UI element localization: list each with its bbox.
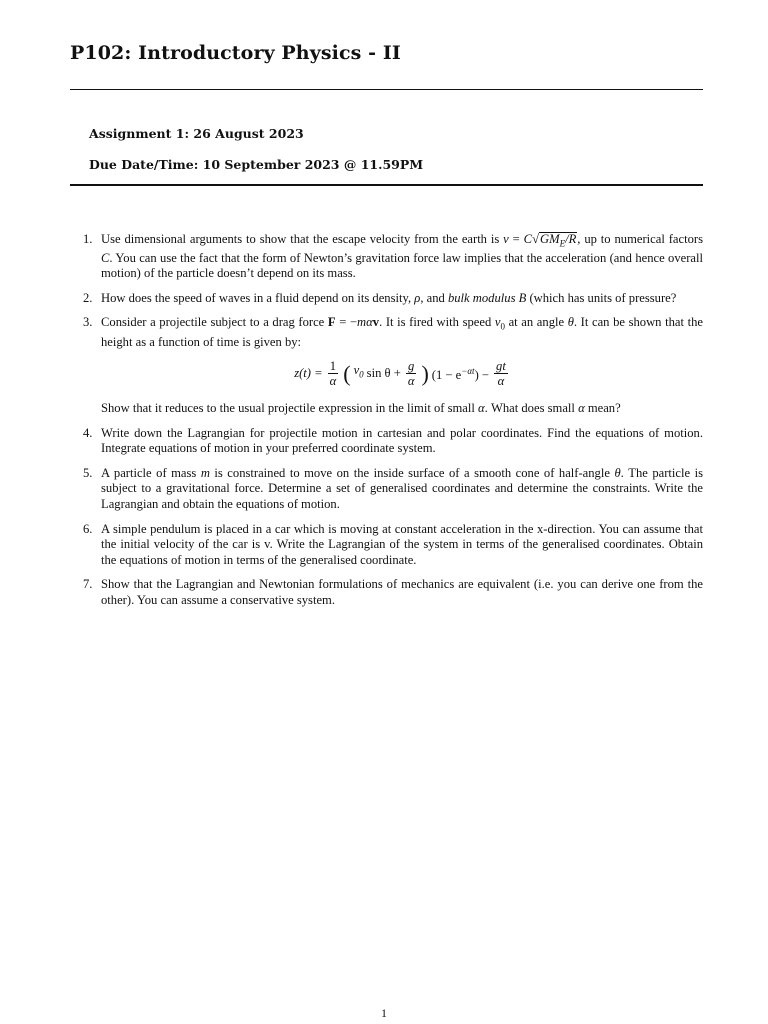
math-symbol: θ [567,315,574,330]
problem-text: A particle of mass [101,465,201,480]
math-vector: v [372,315,380,330]
problem-number: 3. [83,315,93,330]
problem-3-followup [101,401,703,417]
problem-text: , and [420,290,448,305]
problem-list [70,232,703,609]
problem-text: Consider a projectile subject to a drag force [101,315,328,330]
fraction-numerator: g [407,359,415,373]
page-number: 1 [381,1006,387,1020]
problem-text: . It is fired with speed [379,315,495,330]
right-paren: ) [421,360,429,386]
problem-text: = − [335,315,358,330]
math-symbol: /R [565,232,577,246]
math-symbol: GM [539,232,560,246]
problem-number: 4. [83,425,93,440]
problem-text: . It can be shown that the height as a function of time is given by: [101,315,703,350]
left-paren: ( [343,360,351,386]
sin-term: sin θ + [366,365,401,380]
fraction-numerator: 1 [329,359,337,373]
math-symbol: C [523,232,533,246]
fraction [494,359,508,388]
math-superscript: −αt [461,365,475,376]
problem-text: Show that it reduces to the usual projectile expression in the limit of small [101,401,479,415]
fraction-numerator: gt [496,359,506,373]
math-symbol: mα [357,315,373,330]
course-title: P102: Introductory Physics - II [70,42,401,64]
fraction [328,359,339,388]
assignment-date: Assignment 1: 26 August 2023 [89,126,304,141]
math-symbol: m [200,465,210,480]
problem-text: , up to numerical factors [577,232,703,246]
sqrt-sign: √ [532,232,539,246]
math-symbol: ) − [474,367,490,382]
height-equation [101,359,703,395]
problem-text: . The particle is subject to a gravitational force. Determine a set of generalised coordinates and determine the constraints. Write the Lagrangian and obtain the equations of motion. [101,465,703,511]
problem-7 [70,577,703,608]
problem-text: Use dimensional arguments to show that the escape velocity from the earth is [101,232,504,246]
math-vector: F [327,315,336,330]
problem-text: mean? [584,401,621,415]
problem-text: Show that the Lagrangian and Newtonian formulations of mechanics are equivalent (i.e. you can derive one from the other). You can assume a conservative system. [101,577,703,607]
problem-5 [70,466,703,513]
emphasis-text: bulk modulus B [447,290,527,305]
problem-text: at an angle [504,315,568,330]
math-symbol: v [503,232,509,246]
problem-number: 7. [83,577,93,592]
math-symbol: C [101,250,110,265]
fraction [406,359,417,388]
problem-number: 5. [83,465,93,480]
problem-text: How does the speed of waves in a fluid depend on its density, [101,290,415,305]
problem-text: . You can use the fact that the form of Newton’s gravitation force law implies that the acceleration (and hence overall motion) of the particle doesn’t depend on its mass. [101,250,703,281]
math-symbol: v [353,363,360,378]
problem-6 [70,522,703,569]
problem-text: Write down the Lagrangian for projectile motion in cartesian and polar coordinates. Find the equations of motion. Integrate equations of motion in your preferred coordinate system. [101,425,703,456]
fraction-denominator: α [329,374,337,388]
sqrt-radicand [539,232,577,251]
math-symbol: v [494,315,501,330]
problem-4 [70,426,703,457]
math-subscript: E [559,238,566,249]
problem-1 [70,232,703,282]
problem-3 [70,315,703,416]
header-bottom-rule [70,184,703,186]
problem-2 [70,291,703,307]
header-divider [70,89,703,90]
due-date: Due Date/Time: 10 September 2023 @ 11.59PM [89,157,424,172]
math-symbol: α [578,401,585,415]
problem-number: 6. [83,521,93,536]
problem-text: = [508,232,524,246]
fraction-denominator: α [497,374,505,388]
problem-number: 2. [83,290,93,305]
equation-lhs: z(t) = [294,365,323,380]
math-subscript: 0 [500,321,505,332]
v0-term [354,363,364,383]
problem-number: 1. [83,232,93,246]
math-symbol: θ [614,465,621,480]
problem-text: (which has units of pressure? [526,290,677,305]
problem-text: A simple pendulum is placed in a car which is moving at constant acceleration in the x-direction. You can assume that the initial velocity of the car is v. Write the Lagrangian of the system in terms of the generalised coordinates. Obtain the equations of motion in terms of the generalised coordinate. [101,521,703,567]
math-symbol: α [478,401,485,415]
problem-text: is constrained to move on the inside surface of a smooth cone of half-angle [209,465,615,480]
math-subscript: 0 [359,369,364,380]
fraction-denominator: α [407,374,415,388]
problem-text: . What does small [484,401,579,415]
exp-term [432,364,489,384]
math-symbol: (1 − e [431,367,462,382]
math-symbol: ρ [414,290,421,305]
